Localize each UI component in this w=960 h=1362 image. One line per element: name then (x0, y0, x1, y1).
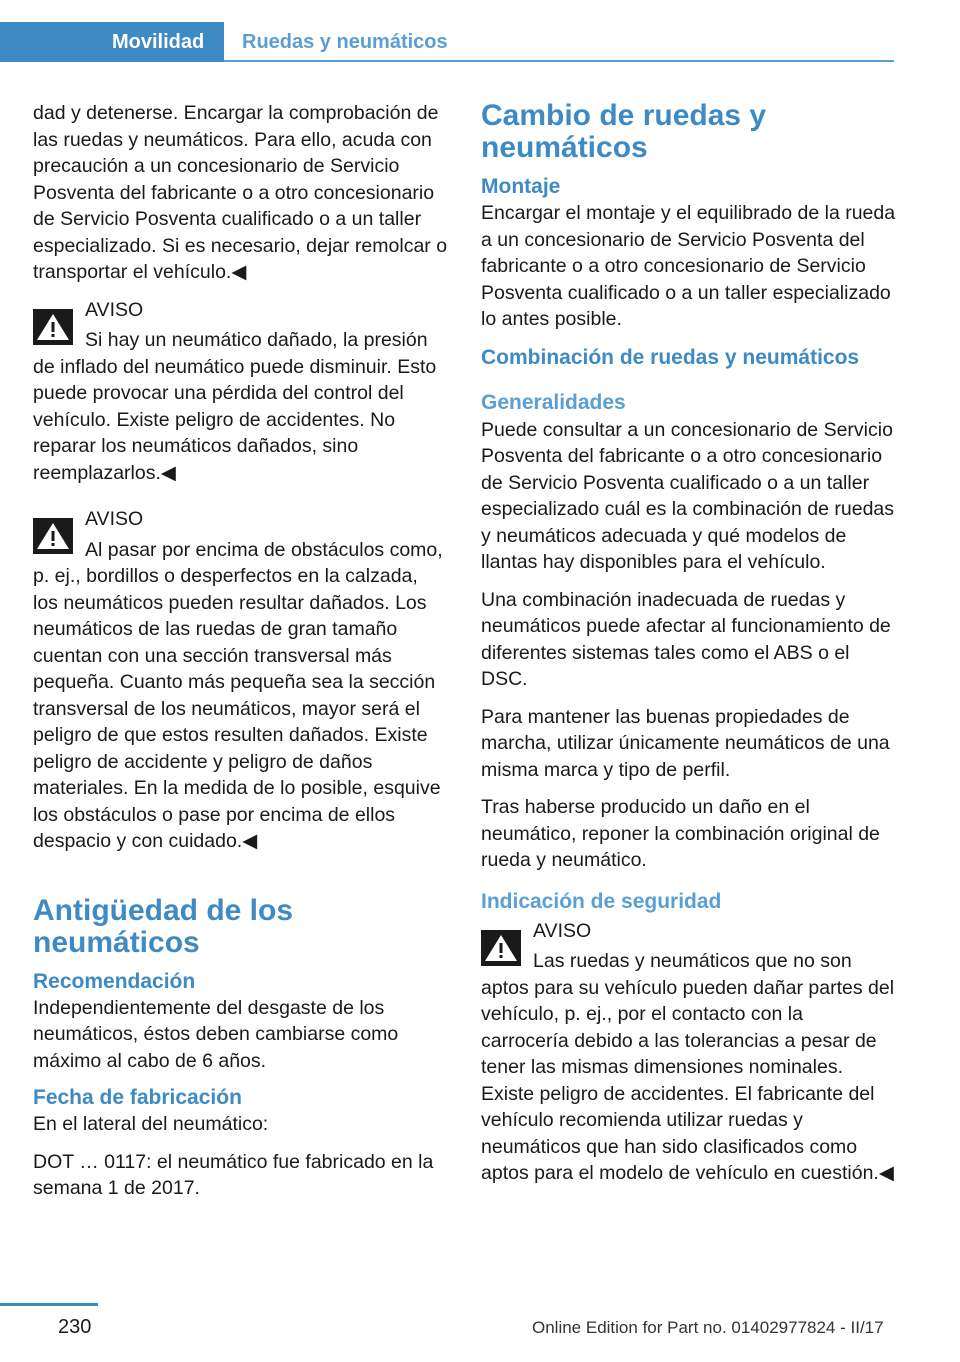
page-header (0, 0, 960, 62)
warning-triangle-icon (33, 309, 73, 345)
page-number: 230 (58, 1316, 92, 1338)
left-column (33, 100, 448, 1213)
section-heading: Cambio de ruedas y neumáticos (481, 99, 767, 164)
subsection-heading: Montaje (481, 175, 561, 198)
warning-block (33, 506, 448, 855)
paragraph: Puede consultar a un concesionario de Servicio Posventa del fabricante o a otro concesionario de Servicio Posventa cualificado o a un taller especializado cuál es la combinación de ruedas y neumáticos adecuada y qué modelos de llantas hay disponibles para el vehículo. (481, 418, 895, 573)
edition-note: Online Edition for Part no. 01402977824 - II/17 (532, 1318, 884, 1337)
footer-divider (0, 1303, 98, 1306)
subsection-heading: Fecha de fabricación (33, 1086, 242, 1109)
subsection-heading: Recomendación (33, 969, 196, 993)
warning-block (481, 918, 896, 1187)
paragraph: Para mantener las buenas propiedades de marcha, utilizar únicamente neumáticos de una misma marca y tipo de perfil. (481, 705, 890, 781)
minor-heading: Indicación de seguridad (481, 889, 722, 913)
warning-text: Si hay un neumático dañado, la presión de inflado del neumático puede disminuir. Esto puede provocar una pérdida del control del vehículo. Existe peligro de accidentes. No reparar los neumáticos dañados, sino reemplazarlos.◀ (33, 329, 437, 484)
warning-label: AVISO (85, 508, 144, 530)
paragraph: Independientemente del desgaste de los neumáticos, éstos deben cambiarse como máximo al cabo de 6 años. (33, 996, 399, 1072)
warning-block (33, 297, 448, 487)
subsection-tab: Ruedas y neumáticos (242, 31, 448, 53)
warning-triangle-icon (481, 930, 521, 966)
section-tab: Movilidad (0, 22, 224, 62)
paragraph: Tras haberse producido un daño en el neumático, reponer la combinación original de rueda y neumático. (481, 796, 880, 871)
paragraph: dad y detenerse. Encargar la comprobación de las ruedas y neumáticos. Para ello, acuda con precaución a un concesionario de Servicio Posventa del fabricante o a otro concesionario de Servicio Posventa cualificado o a un taller especializado. Si es necesario, dejar remolcar o transportar el vehículo.◀ (33, 102, 448, 283)
paragraph: DOT … 0117: el neumático fue fabricado en la semana 1 de 2017. (33, 1150, 434, 1199)
warning-label: AVISO (85, 298, 144, 321)
right-column (481, 100, 896, 1207)
section-heading: Antigüedad de los neumáticos (33, 893, 294, 959)
header-divider (224, 60, 894, 62)
warning-label: AVISO (533, 919, 592, 942)
paragraph: En el lateral del neumático: (33, 1113, 269, 1135)
paragraph: Una combinación inadecuada de ruedas y neumáticos puede afectar al funcionamiento de diferentes sistemas tales como el ABS o el DSC. (481, 588, 891, 690)
warning-text: Al pasar por encima de obstáculos como, p. ej., bordillos o desperfectos en la calzada, los neumáticos pueden resultar dañados. Los neumáticos de las ruedas de gran tamaño cuentan con una sección transversal más pequeña. Cuanto más pequeña sea la sección transversal de los neumáticos, mayor será el peligro de que estos resulten dañados. Existe peligro de accidente y peligro de daños materiales. En la medida de lo posible, esquive los obstáculos o pase por encima de ellos despacio y con cuidado.◀ (33, 538, 443, 852)
minor-heading: Generalidades (481, 390, 626, 414)
warning-triangle-icon (33, 518, 73, 554)
subsection-heading: Combinación de ruedas y neumáticos (481, 345, 860, 369)
warning-text: Las ruedas y neumáticos que no son aptos para su vehículo pueden dañar partes del vehículo, p. ej., por el contacto con la carrocería debido a las tolerancias a pesar de tener las mismas dimensiones nominales. Existe peligro de accidentes. El fabricante del vehículo recomienda utilizar ruedas y neumáticos que han sido clasificados como aptos para el modelo de vehículo en cuestión.◀ (481, 950, 895, 1184)
paragraph: Encargar el montaje y el equilibrado de la rueda a un concesionario de Servicio Posventa del fabricante o a otro concesionario de Servicio Posventa cualificado o a un taller especializado lo antes posible. (481, 202, 896, 330)
